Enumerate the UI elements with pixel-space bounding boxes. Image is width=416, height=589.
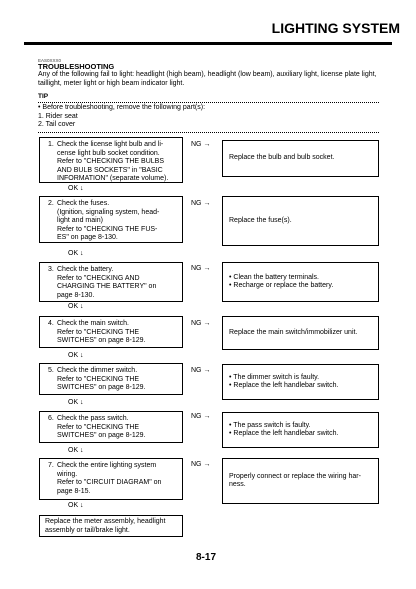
step-title: Check the dimmer switch.	[57, 367, 138, 374]
step-detail: SWITCHES" on page 8-129.	[57, 337, 146, 344]
step-detail: INFORMATION" (separate volume).	[57, 175, 169, 182]
step-title: Check the fuses.	[57, 200, 110, 207]
result-box	[222, 412, 379, 448]
result-text: Replace the main switch/immobilizer unit.	[229, 328, 358, 336]
step-detail: light and main)	[57, 217, 103, 224]
step-detail: cense light bulb socket condition.	[57, 149, 160, 157]
section-intro: Any of the following fail to light: headlight (high beam), headlight (low beam), auxiliary light, license plate light, taillight, meter light or high beam indicator light.	[38, 71, 377, 87]
ng-arrow: NG →	[191, 413, 211, 420]
step-detail: (Ignition, signaling system, head-	[57, 208, 160, 216]
step-detail: CHARGING THE BATTERY" on	[57, 283, 157, 290]
result-box	[222, 364, 379, 400]
step-box	[39, 196, 183, 243]
final-action-box	[39, 515, 183, 537]
ok-arrow: OK ↓	[68, 303, 84, 310]
final-text: assembly or tail/brake light.	[45, 526, 130, 534]
result-box	[222, 262, 379, 302]
step-detail: Refer to "CHECKING THE BULBS	[57, 158, 164, 165]
tip-item: 2. Tail cover	[38, 121, 76, 128]
step-title: Check the battery.	[57, 266, 114, 273]
tip-label: TIP	[38, 93, 49, 100]
step-number: 2.	[48, 200, 54, 207]
step-detail: SWITCHES" on page 8-129.	[57, 384, 146, 391]
result-box	[222, 458, 379, 504]
step-detail: Refer to "CIRCUIT DIAGRAM" on	[57, 479, 162, 486]
tip-bottom-rule	[38, 132, 379, 133]
section-code: EAS0XXX0	[38, 58, 62, 63]
step-detail: Refer to "CHECKING THE FUS-	[57, 225, 158, 233]
step-title: Check the entire lighting system	[57, 462, 157, 469]
step-number: 5.	[48, 367, 54, 374]
step-box	[39, 411, 183, 443]
step-box	[39, 137, 183, 183]
ng-arrow: NG →	[191, 265, 211, 272]
ng-arrow: NG →	[191, 320, 211, 327]
result-text: • Replace the left handlebar switch.	[229, 430, 339, 437]
step-box	[39, 262, 183, 302]
result-text: ness.	[229, 481, 246, 488]
step-box	[39, 458, 183, 500]
step-detail: Refer to "CHECKING THE	[57, 375, 140, 383]
result-text: • The dimmer switch is faulty.	[229, 373, 320, 381]
result-text: Properly connect or replace the wiring har-	[229, 472, 361, 480]
ok-arrow: OK ↓	[68, 399, 84, 406]
ok-arrow: OK ↓	[68, 502, 84, 509]
ng-arrow: NG →	[191, 200, 211, 207]
result-box	[222, 316, 379, 350]
step-detail: Refer to "CHECKING THE	[57, 423, 140, 431]
ok-arrow: OK ↓	[68, 352, 84, 359]
ok-arrow: OK ↓	[68, 185, 84, 192]
result-text: • The pass switch is faulty.	[229, 421, 311, 429]
ok-arrow: OK ↓	[68, 447, 84, 454]
result-box	[222, 140, 379, 177]
page-title: LIGHTING SYSTEM	[271, 20, 400, 36]
final-text: Replace the meter assembly, headlight	[45, 518, 166, 525]
step-detail: SWITCHES" on page 8-129.	[57, 432, 146, 439]
result-text: Replace the fuse(s).	[229, 216, 292, 224]
tip-top-rule	[38, 102, 379, 103]
result-text: • Clean the battery terminals.	[229, 273, 319, 281]
step-detail: Refer to "CHECKING AND	[57, 274, 140, 282]
ng-arrow: NG →	[191, 367, 211, 374]
step-number: 3.	[48, 266, 54, 273]
section-heading: TROUBLESHOOTING	[38, 62, 115, 71]
ok-arrow: OK ↓	[68, 250, 84, 257]
step-detail: page 8-130.	[57, 291, 95, 299]
step-title: Check the pass switch.	[57, 415, 129, 422]
result-box	[222, 196, 379, 246]
header-rule	[24, 42, 392, 45]
result-text: • Replace the left handlebar switch.	[229, 382, 339, 389]
ng-arrow: NG →	[191, 141, 211, 148]
result-text: • Recharge or replace the battery.	[229, 282, 334, 289]
step-detail: page 8-15.	[57, 487, 91, 495]
step-title: Check the license light bulb and li-	[57, 141, 164, 148]
step-title: Check the main switch.	[57, 320, 129, 327]
tip-intro: • Before troubleshooting, remove the following part(s):	[38, 104, 206, 111]
tip-item: 1. Rider seat	[38, 113, 78, 120]
step-box	[39, 363, 183, 395]
step-detail: ES" on page 8-130.	[57, 234, 118, 241]
ng-arrow: NG →	[191, 461, 211, 468]
result-text: Replace the bulb and bulb socket.	[229, 154, 335, 162]
step-detail: AND BULB SOCKETS" in "BASIC	[57, 166, 163, 174]
step-detail: Refer to "CHECKING THE	[57, 328, 140, 336]
step-number: 4.	[48, 320, 54, 327]
step-number: 7.	[48, 462, 54, 469]
step-number: 6.	[48, 415, 54, 422]
step-detail: wiring.	[57, 470, 78, 478]
page-number: 8-17	[196, 552, 217, 563]
step-number: 1.	[48, 141, 54, 148]
step-box	[39, 316, 183, 348]
